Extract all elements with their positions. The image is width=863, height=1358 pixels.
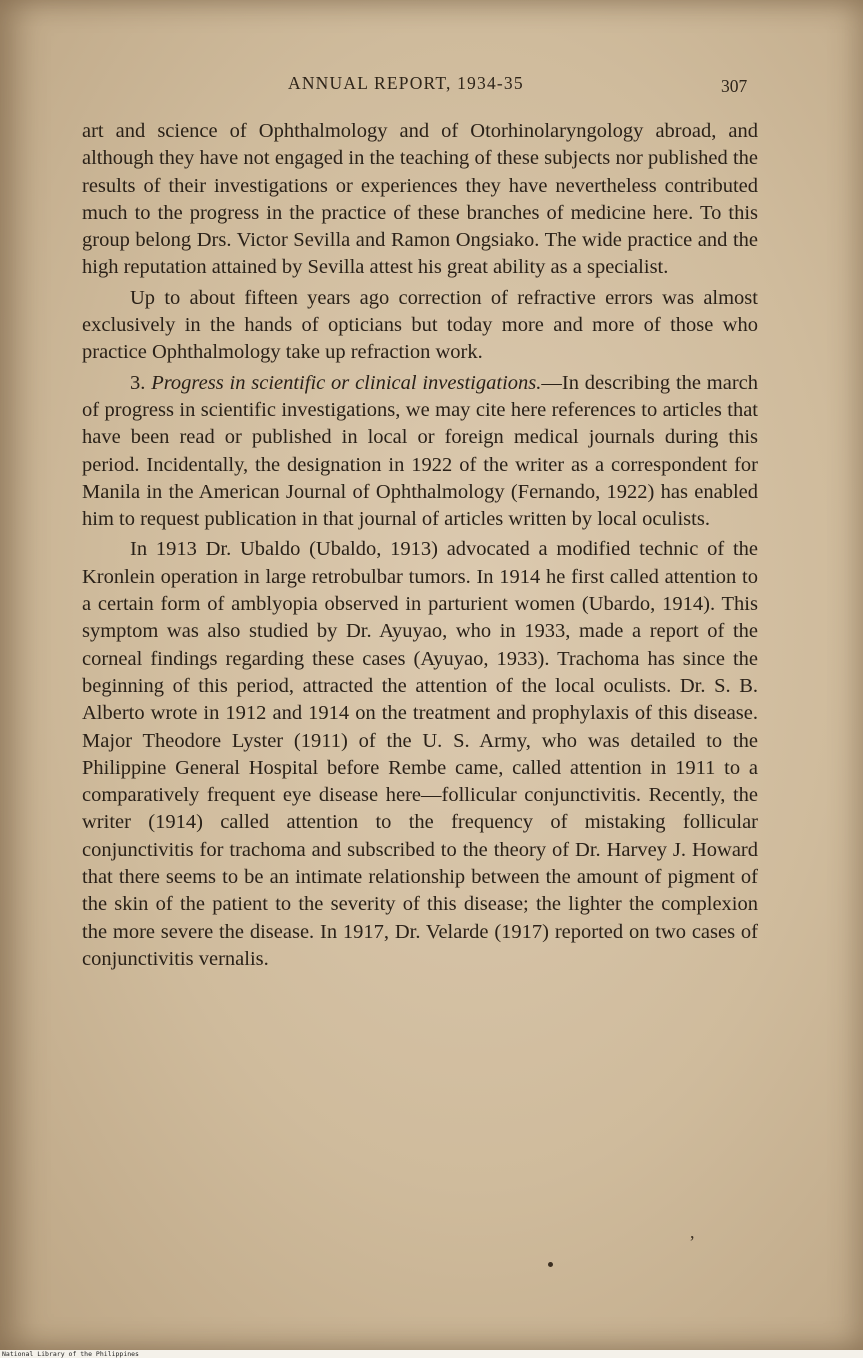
paragraph-refraction: Up to about fifteen years ago correction of refractive errors was almost exclusively in the hands of opticians but today more and more of those who practice Ophthalmology take up refraction work. (82, 286, 758, 364)
ink-dot (548, 1262, 553, 1267)
paragraph-investigations: In 1913 Dr. Ubaldo (Ubaldo, 1913) advocated a modified technic of the Kronlein operation in large retrobulbar tumors. In 1914 he first called attention to a certain form of amblyopia observed in parturient women (Ubardo, 1914). This symptom was also studied by Dr. Ayuyao, who in 1933, made a report of the corneal findings regarding these cases (Ayuyao, 1933). Trachoma has since the beginning of this period, attracted the attention of the local oculists. Dr. S. B. Alberto wrote in 1912 and 1914 on the treatment and prophylaxis of this disease. Major Theodore Lyster (1911) of the U. S. Army, who was detailed to the Philippine General Hospital before Rembe came, called attention in 1911 to a comparatively frequent eye disease here—follicular conjunctivitis. Recently, the writer (1914) called attention to the frequency of mistaking follicular conjunctivitis for trachoma and subscribed to the theory of Dr. Harvey J. Howard that there seems to be an intimate relationship between the amount of pigment of the skin of the patient to the severity of this disease; the lighter the complexion the more severe the disease. In 1917, Dr. Velarde (1917) reported on two cases of conjunctivitis vernalis. (82, 538, 758, 970)
running-head: ANNUAL REPORT, 1934-35 (288, 73, 524, 93)
page-number: 307 (721, 76, 748, 96)
section-heading: Progress in scientific or clinical investigations. (151, 371, 542, 394)
body-text (82, 118, 758, 976)
library-credit: National Library of the Philippines (2, 1350, 139, 1358)
section-number: 3. (130, 371, 146, 394)
stray-mark: , (690, 1222, 695, 1242)
paragraph-continuation: art and science of Ophthalmology and of Otorhinolaryngology abroad, and although they have not engaged in the teaching of these subjects nor published the results of their investigations or experiences they have nevertheless contributed much to the progress in the practice of these branches of medicine here. To this group belong Drs. Victor Sevilla and Ramon Ongsiako. The wide practice and the high reputation attained by Sevilla attest his great ability as a specialist. (82, 120, 758, 279)
section-text: —In describing the march of progress in scientific investigations, we may cite here references to articles that have been read or published in local or foreign medical journals during this period. Incidentally, the designation in 1922 of the writer as a correspondent for Manila in the American Journal of Ophthalmology (Fernando, 1922) has enabled him to request publication in that journal of articles written by local oculists. (82, 371, 759, 531)
paragraph-section-3 (82, 370, 758, 534)
